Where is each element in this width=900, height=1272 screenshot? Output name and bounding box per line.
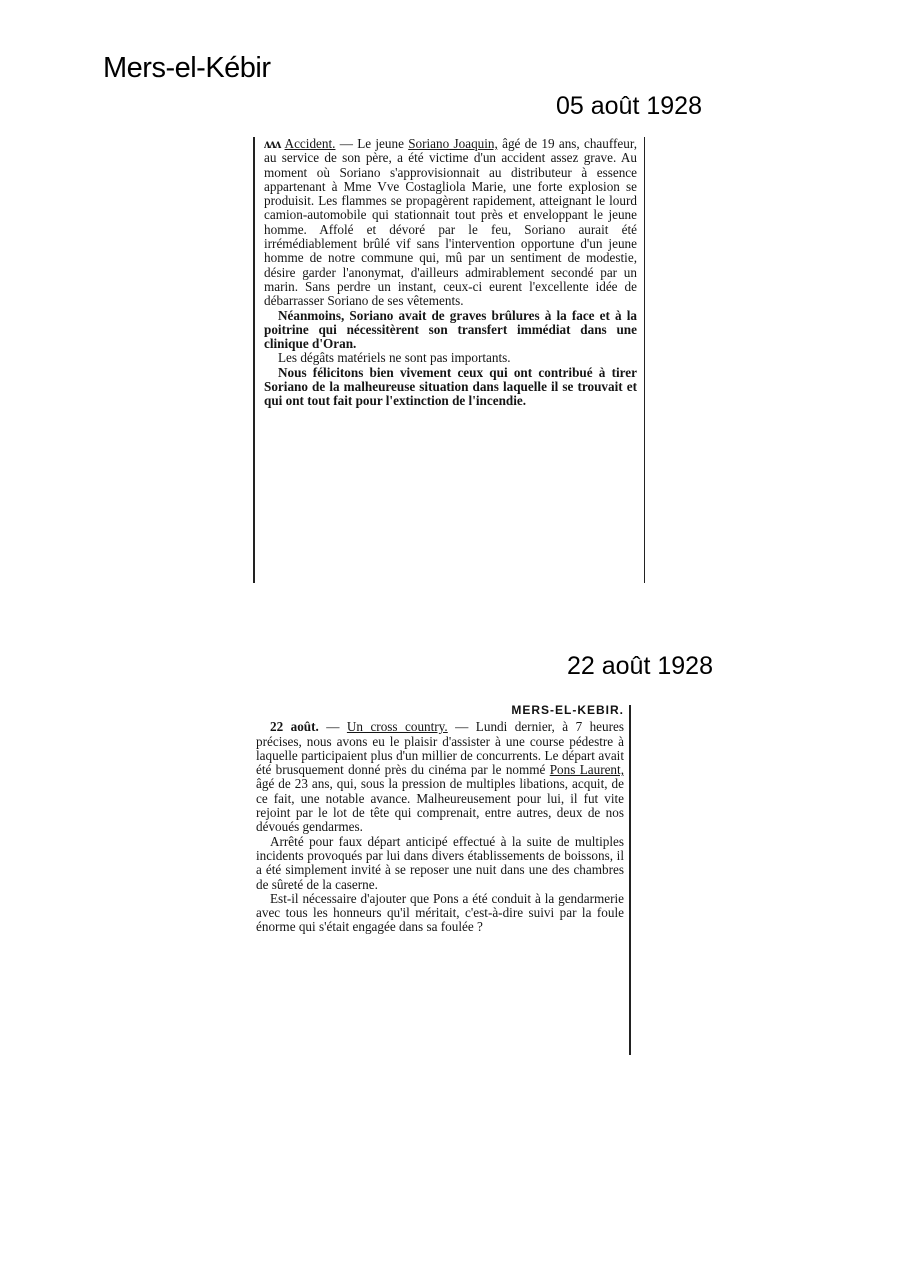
article-paragraph: Nous félicitons bien vivement ceux qui ont contribué à tirer Soriano de la malheureuse situation dans laquelle il se trouvait et qui ont tout fait pour l'extinction de l'incendie. [264,364,637,409]
article-lead: Le jeune [357,136,409,151]
article-paragraph: Néanmoins, Soriano avait de graves brûlures à la face et à la poitrine qui nécessitèrent son transfert immédiat dans une clinique d'Oran. [264,307,637,352]
title-separator: — [335,136,358,151]
title-separator: — [318,719,347,735]
person-name: Pons Laurent, [549,762,624,778]
article-paragraph: Les dégâts matériels ne sont pas importants. [278,350,511,366]
article-title: Accident. [284,136,336,151]
clipping-date: 05 août 1928 [556,92,702,120]
article-paragraph [256,720,624,834]
title-separator: — [447,719,476,735]
article-title: Un cross country. [346,719,448,735]
article-paragraph: Est-il nécessaire d'ajouter que Pons a été conduit à la gendarmerie avec tous les honneurs qu'il méritait, c'est-à-dire suivi par la foule énorme qui s'était engagée dans sa foulée ? [256,890,624,935]
newspaper-clipping-accident [253,137,641,583]
article-text: âgé de 19 ans, chauffeur, au service de son père, a été victime d'un accident assez grave. Au moment où Soriano s'approvisionnait au distributeur à essence appartenant à Mme Vve Costagliola Marie, une forte explosion se produisit. Les flammes se propagèrent rapidement, atteignant le lourd camion-automobile qui stationnait tout près et enveloppant le jeune homme. Affolé et dévoré par le feu, Soriano aurait été irrémédiablement brûlé vif sans l'intervention opportune d'un jeune homme de notre commune qui, mû par un sentiment de modestie, désire garder l'anonymat, d'ailleurs admirablement secondé par un marin. Sans perdre un instant, ceux-ci eurent l'excellente idée de débarrasser Soriano de ses vêtements. [264,136,638,309]
newspaper-clipping-cross-country [256,703,630,1051]
person-name: Soriano Joaquin, [408,136,498,151]
article-paragraph [264,137,637,309]
article-paragraph: Arrêté pour faux départ anticipé effectué à la suite de multiples incidents provoqués par lui dans divers établissements de boissons, il a été simplement invité à se reposer une nuit dans une des chambres de sûreté de la caserne. [256,833,624,892]
page-title: Mers-el-Kébir [103,52,271,84]
article-text: âgé de 23 ans, qui, sous la pression de multiples libations, acquit, de ce fait, une notable avance. Malheureusement pour lui, il fut vite rejoint par le lot de tête qui comprenait, entre autres, deux de nos dévoués gendarmes. [256,776,624,835]
column-heading: MERS-EL-KEBIR. [511,703,624,717]
dateline: 22 août. [270,719,319,735]
article-text: Lundi dernier, à 7 heures précises, nous avons eu le plaisir d'assister à une course pédestre à laquelle participaient plus d'un millier de concurrents. Le départ avait été brusquement donné près du cinéma par le nommé [256,719,625,778]
clipping-date: 22 août 1928 [567,652,713,680]
section-marker: ᴧᴧᴧ [264,136,281,151]
